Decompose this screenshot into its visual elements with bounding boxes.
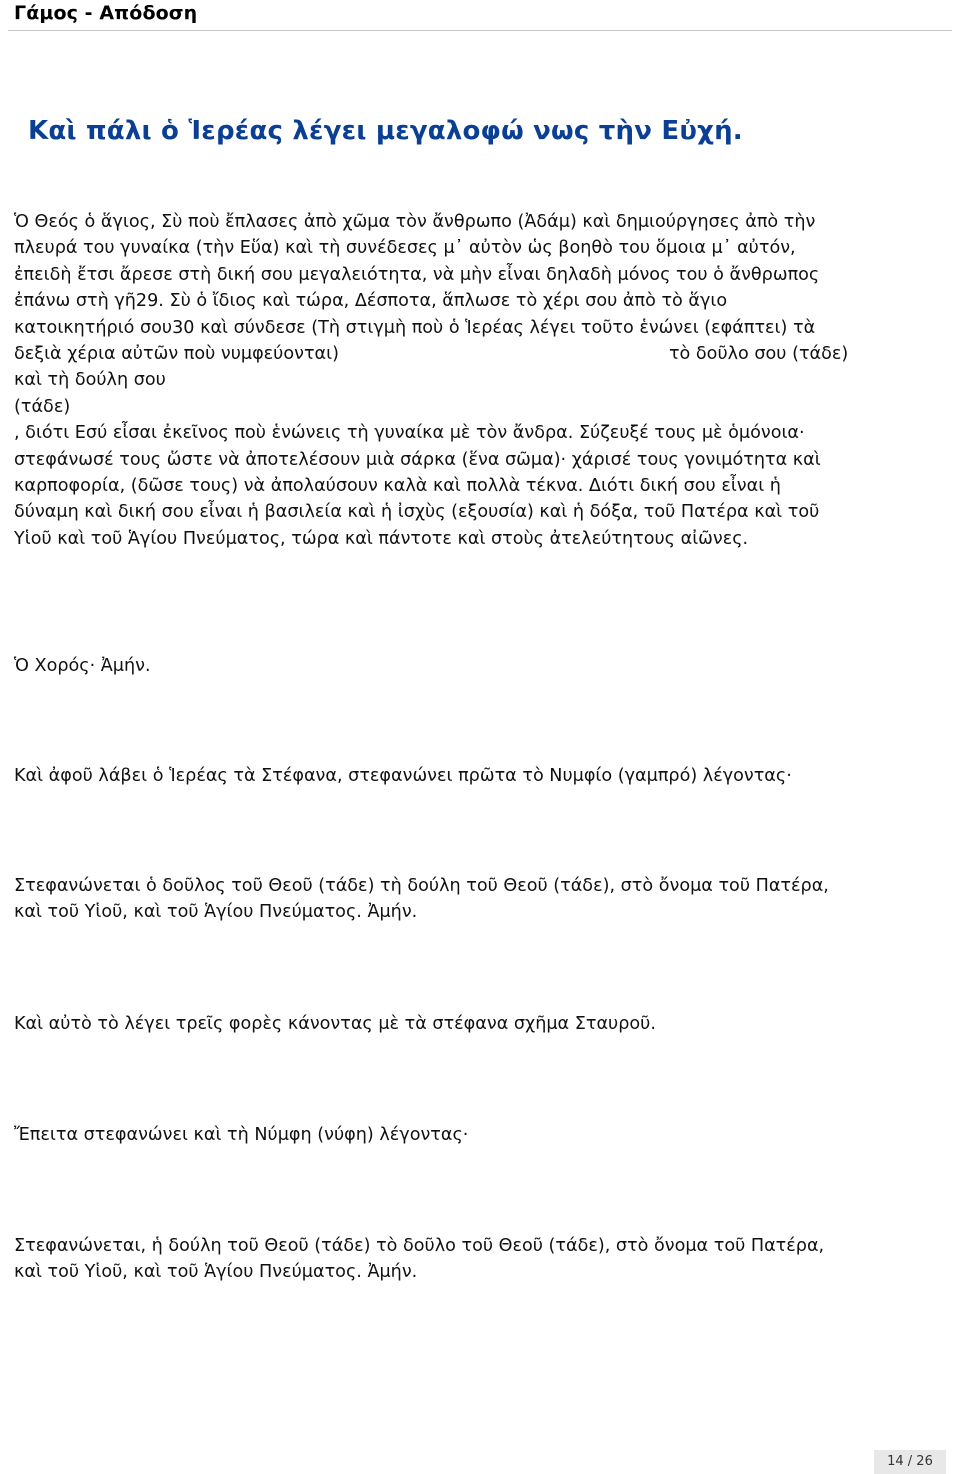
- rubric-then-bride: Ἔπειτα στεφανώνει καὶ τὴ Νύμφη (νύφη) λέγοντας·: [14, 1125, 469, 1145]
- header-divider: [8, 30, 952, 31]
- prayer-line: , διότι Εσύ εἶσαι ἐκεῖνος ποὺ ἑνώνεις τὴ γυναίκα μὲ τὸν ἄνδρα. Σύζευξέ τους μὲ ὁμόνοια·: [14, 423, 805, 444]
- crowning-groom-paragraph: [14, 873, 946, 926]
- prayer-line: πλευρά του γυναίκα (τὴν Εὕα) καὶ τὴ συνέδεσες μ᾿ αὐτὸν ὡς βοηθὸ του ὅμοια μ᾿ αὐτόν,: [14, 238, 796, 259]
- prayer-line-split: [14, 341, 946, 367]
- rubric-takes-crowns: Καὶ ἀφοῦ λάβει ὁ Ἱερέας τὰ Στέφανα, στεφανώνει πρῶτα τὸ Νυμφίο (γαμπρό) λέγοντας·: [14, 766, 792, 786]
- prayer-line: δύναμη καὶ δική σου εἶναι ἡ βασιλεία καὶ ἡ ἰσχὺς (εξουσία) καὶ ἡ δόξα, τοῦ Πατέρα καὶ τοῦ: [14, 502, 820, 523]
- prayer-paragraph: [14, 209, 946, 552]
- page-header-title: Γάμος - Απόδοση: [14, 2, 198, 24]
- prayer-line: Ὁ Θεός ὁ ἅγιος, Σὺ ποὺ ἔπλασες ἀπὸ χῶμα τὸν ἄνθρωπο (Ἀδάμ) καὶ δημιούργησες ἀπὸ τὴν: [14, 212, 816, 232]
- prayer-line: (τάδε): [14, 396, 71, 417]
- crowning-bride-paragraph: [14, 1233, 946, 1286]
- page-number-indicator: 14 / 26: [874, 1450, 946, 1474]
- prayer-line: κατοικητήριό σου30 καὶ σύνδεσε (Τὴ στιγμὴ ποὺ ὁ Ἱερέας λέγει τοῦτο ἑνώνει (εφάπτει) τὰ: [14, 317, 816, 338]
- prayer-line: ἐπάνω στὴ γῆ29. Σὺ ὁ ἴδιος καὶ τώρα, Δέσποτα, ἅπλωσε τὸ χέρι σου ἀπὸ τὸ ἅγιο: [14, 291, 728, 312]
- crowning-bride-line: Στεφανώνεται, ἡ δούλη τοῦ Θεοῦ (τάδε) τὸ δοῦλο τοῦ Θεοῦ (τάδε), στὸ ὄνομα τοῦ Πατέρα,: [14, 1236, 825, 1256]
- prayer-line-left: δεξιὰ χέρια αὐτῶν ποὺ νυμφεύονται): [14, 344, 339, 365]
- rubric-thrice: Καὶ αὐτὸ τὸ λέγει τρεῖς φορὲς κάνοντας μὲ τὰ στέφανα σχῆμα Σταυροῦ.: [14, 1014, 656, 1034]
- section-heading: Καὶ πάλι ὁ Ἱερέας λέγει μεγαλοφώ νως τὴν Εὐχή.: [28, 116, 743, 146]
- prayer-line-right: τὸ δοῦλο σου (τάδε): [668, 344, 849, 365]
- prayer-line: ἐπειδὴ ἔτσι ἄρεσε στὴ δική σου μεγαλειότητα, νὰ μὴν εἶναι δηλαδὴ μόνος του ὁ ἄνθρωπος: [14, 264, 820, 285]
- prayer-line: καὶ τὴ δούλη σου: [14, 370, 166, 391]
- choir-response: Ὁ Χορός· Ἀμήν.: [14, 656, 151, 676]
- prayer-line: στεφάνωσέ τους ὥστε νὰ ἀποτελέσουν μιὰ σάρκα (ἕνα σῶμα)· χάρισέ τους γονιμότητα καὶ: [14, 449, 821, 470]
- crowning-groom-line: καὶ τοῦ Υἱοῦ, καὶ τοῦ Ἁγίου Πνεύματος. Ἀμήν.: [14, 902, 418, 923]
- prayer-line: καρποφορία, (δῶσε τους) νὰ ἀπολαύσουν καλὰ καὶ πολλὰ τέκνα. Διότι δική σου εἶναι ἡ: [14, 476, 781, 497]
- prayer-line: Υἱοῦ καὶ τοῦ Ἁγίου Πνεύματος, τώρα καὶ πάντοτε καὶ στοὺς ἀτελεύτητους αἰῶνες.: [14, 528, 749, 549]
- crowning-bride-line: καὶ τοῦ Υἱοῦ, καὶ τοῦ Ἁγίου Πνεύματος. Ἀμήν.: [14, 1262, 418, 1283]
- crowning-groom-line: Στεφανώνεται ὁ δοῦλος τοῦ Θεοῦ (τάδε) τὴ δούλη τοῦ Θεοῦ (τάδε), στὸ ὄνομα τοῦ Πατέρα,: [14, 876, 829, 896]
